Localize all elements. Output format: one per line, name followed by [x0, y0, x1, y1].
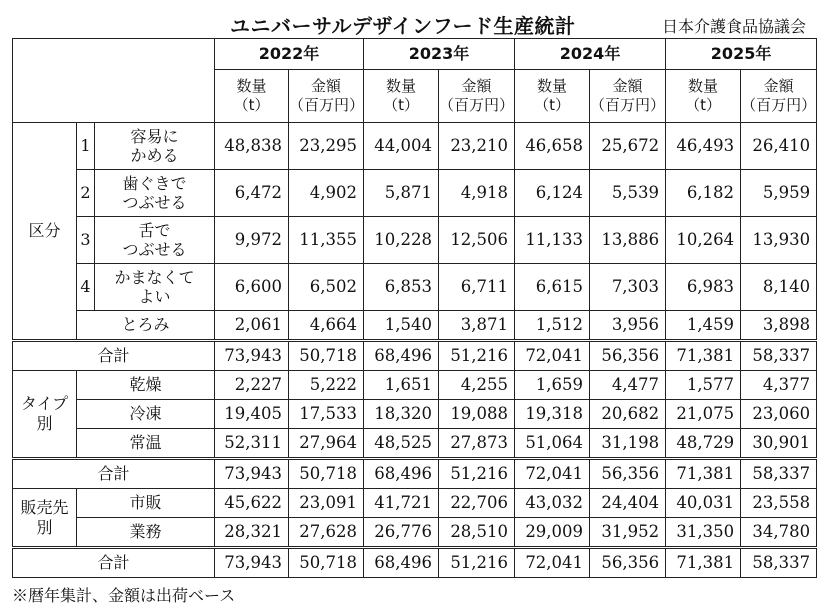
- value-cell: 31,952: [590, 518, 666, 548]
- value-cell: 1,512: [515, 311, 590, 341]
- group-label-sales: 販売先 別: [13, 489, 77, 548]
- year-header: 2025年: [666, 39, 817, 70]
- corner-cell: [13, 39, 215, 123]
- qty-header: 数量 （t）: [215, 70, 289, 123]
- value-cell: 40,031: [666, 489, 741, 518]
- total-label: 合計: [13, 548, 215, 578]
- value-cell: 13,930: [741, 217, 817, 264]
- value-cell: 34,780: [741, 518, 817, 548]
- amount-header: 金額 （百万円）: [439, 70, 515, 123]
- row-label: とろみ: [77, 311, 215, 341]
- amount-header: 金額 （百万円）: [590, 70, 666, 123]
- row-label: 歯ぐきで つぶせる: [95, 170, 215, 217]
- value-cell: 6,853: [364, 264, 439, 311]
- value-cell: 31,198: [590, 429, 666, 459]
- value-cell: 21,075: [666, 400, 741, 429]
- value-cell: 73,943: [215, 459, 289, 489]
- table-row: [13, 311, 817, 341]
- value-cell: 73,943: [215, 341, 289, 371]
- value-cell: 72,041: [515, 341, 590, 371]
- value-cell: 27,628: [289, 518, 364, 548]
- value-cell: 5,871: [364, 170, 439, 217]
- value-cell: 72,041: [515, 459, 590, 489]
- value-cell: 58,337: [741, 548, 817, 578]
- value-cell: 2,061: [215, 311, 289, 341]
- value-cell: 5,222: [289, 371, 364, 400]
- value-cell: 41,721: [364, 489, 439, 518]
- value-cell: 19,088: [439, 400, 515, 429]
- value-cell: 6,182: [666, 170, 741, 217]
- value-cell: 11,355: [289, 217, 364, 264]
- value-cell: 6,711: [439, 264, 515, 311]
- table-row: [13, 264, 817, 311]
- value-cell: 71,381: [666, 341, 741, 371]
- value-cell: 1,659: [515, 371, 590, 400]
- row-label: かまなくて よい: [95, 264, 215, 311]
- value-cell: 26,776: [364, 518, 439, 548]
- table-row: [13, 123, 817, 170]
- total-label: 合計: [13, 341, 215, 371]
- value-cell: 27,964: [289, 429, 364, 459]
- value-cell: 50,718: [289, 459, 364, 489]
- value-cell: 10,264: [666, 217, 741, 264]
- row-label: 業務: [77, 518, 215, 548]
- total-label: 合計: [13, 459, 215, 489]
- value-cell: 1,459: [666, 311, 741, 341]
- value-cell: 72,041: [515, 548, 590, 578]
- table-row: [13, 518, 817, 548]
- value-cell: 1,540: [364, 311, 439, 341]
- value-cell: 56,356: [590, 459, 666, 489]
- value-cell: 23,558: [741, 489, 817, 518]
- value-cell: 12,506: [439, 217, 515, 264]
- value-cell: 73,943: [215, 548, 289, 578]
- value-cell: 50,718: [289, 548, 364, 578]
- page-title: ユニバーサルデザインフード生産統計: [230, 14, 576, 38]
- value-cell: 71,381: [666, 548, 741, 578]
- value-cell: 10,228: [364, 217, 439, 264]
- value-cell: 11,133: [515, 217, 590, 264]
- value-cell: 68,496: [364, 341, 439, 371]
- value-cell: 3,871: [439, 311, 515, 341]
- value-cell: 58,337: [741, 459, 817, 489]
- value-cell: 44,004: [364, 123, 439, 170]
- table-row: [13, 489, 817, 518]
- qty-header: 数量 （t）: [515, 70, 590, 123]
- value-cell: 43,032: [515, 489, 590, 518]
- table-row: [13, 170, 817, 217]
- total-row: [13, 341, 817, 371]
- value-cell: 22,706: [439, 489, 515, 518]
- year-header: 2024年: [515, 39, 666, 70]
- value-cell: 6,472: [215, 170, 289, 217]
- value-cell: 2,227: [215, 371, 289, 400]
- row-number: 2: [77, 170, 95, 217]
- value-cell: 45,622: [215, 489, 289, 518]
- group-label-type: タイプ 別: [13, 371, 77, 459]
- total-row: [13, 548, 817, 578]
- qty-header: 数量 （t）: [364, 70, 439, 123]
- value-cell: 7,303: [590, 264, 666, 311]
- value-cell: 20,682: [590, 400, 666, 429]
- group-label-kubun: 区分: [13, 123, 77, 341]
- value-cell: 4,477: [590, 371, 666, 400]
- value-cell: 4,255: [439, 371, 515, 400]
- amount-header: 金額 （百万円）: [289, 70, 364, 123]
- value-cell: 51,064: [515, 429, 590, 459]
- value-cell: 68,496: [364, 459, 439, 489]
- row-label: 乾燥: [77, 371, 215, 400]
- value-cell: 46,658: [515, 123, 590, 170]
- value-cell: 17,533: [289, 400, 364, 429]
- row-number: 3: [77, 217, 95, 264]
- year-header: 2022年: [215, 39, 364, 70]
- value-cell: 28,321: [215, 518, 289, 548]
- table-row: [13, 429, 817, 459]
- value-cell: 4,918: [439, 170, 515, 217]
- value-cell: 31,350: [666, 518, 741, 548]
- value-cell: 6,615: [515, 264, 590, 311]
- row-label: 容易に かめる: [95, 123, 215, 170]
- table-row: [13, 217, 817, 264]
- value-cell: 48,729: [666, 429, 741, 459]
- value-cell: 6,983: [666, 264, 741, 311]
- value-cell: 13,886: [590, 217, 666, 264]
- value-cell: 6,600: [215, 264, 289, 311]
- value-cell: 1,651: [364, 371, 439, 400]
- value-cell: 25,672: [590, 123, 666, 170]
- value-cell: 23,210: [439, 123, 515, 170]
- footnote: ※暦年集計、金額は出荷ベース: [12, 586, 236, 605]
- amount-header: 金額 （百万円）: [741, 70, 817, 123]
- row-number: 4: [77, 264, 95, 311]
- row-label: 市販: [77, 489, 215, 518]
- value-cell: 50,718: [289, 341, 364, 371]
- value-cell: 5,539: [590, 170, 666, 217]
- value-cell: 3,898: [741, 311, 817, 341]
- value-cell: 26,410: [741, 123, 817, 170]
- year-header: 2023年: [364, 39, 515, 70]
- row-label: 舌で つぶせる: [95, 217, 215, 264]
- value-cell: 19,318: [515, 400, 590, 429]
- value-cell: 9,972: [215, 217, 289, 264]
- row-label: 冷凍: [77, 400, 215, 429]
- value-cell: 24,404: [590, 489, 666, 518]
- row-label: 常温: [77, 429, 215, 459]
- value-cell: 68,496: [364, 548, 439, 578]
- value-cell: 30,901: [741, 429, 817, 459]
- value-cell: 1,577: [666, 371, 741, 400]
- year-header-row: [13, 39, 817, 70]
- row-number: 1: [77, 123, 95, 170]
- value-cell: 56,356: [590, 548, 666, 578]
- value-cell: 51,216: [439, 459, 515, 489]
- value-cell: 4,902: [289, 170, 364, 217]
- value-cell: 28,510: [439, 518, 515, 548]
- value-cell: 5,959: [741, 170, 817, 217]
- value-cell: 48,838: [215, 123, 289, 170]
- value-cell: 3,956: [590, 311, 666, 341]
- qty-header: 数量 （t）: [666, 70, 741, 123]
- value-cell: 58,337: [741, 341, 817, 371]
- value-cell: 23,060: [741, 400, 817, 429]
- value-cell: 71,381: [666, 459, 741, 489]
- value-cell: 19,405: [215, 400, 289, 429]
- value-cell: 18,320: [364, 400, 439, 429]
- value-cell: 4,377: [741, 371, 817, 400]
- value-cell: 4,664: [289, 311, 364, 341]
- value-cell: 6,124: [515, 170, 590, 217]
- value-cell: 51,216: [439, 548, 515, 578]
- table-row: [13, 371, 817, 400]
- table-row: [13, 400, 817, 429]
- value-cell: 56,356: [590, 341, 666, 371]
- value-cell: 29,009: [515, 518, 590, 548]
- organization-name: 日本介護食品協議会: [661, 17, 806, 36]
- value-cell: 8,140: [741, 264, 817, 311]
- value-cell: 46,493: [666, 123, 741, 170]
- value-cell: 52,311: [215, 429, 289, 459]
- production-stats-table: [12, 38, 817, 578]
- value-cell: 48,525: [364, 429, 439, 459]
- total-row: [13, 459, 817, 489]
- value-cell: 27,873: [439, 429, 515, 459]
- value-cell: 23,295: [289, 123, 364, 170]
- value-cell: 51,216: [439, 341, 515, 371]
- value-cell: 23,091: [289, 489, 364, 518]
- value-cell: 6,502: [289, 264, 364, 311]
